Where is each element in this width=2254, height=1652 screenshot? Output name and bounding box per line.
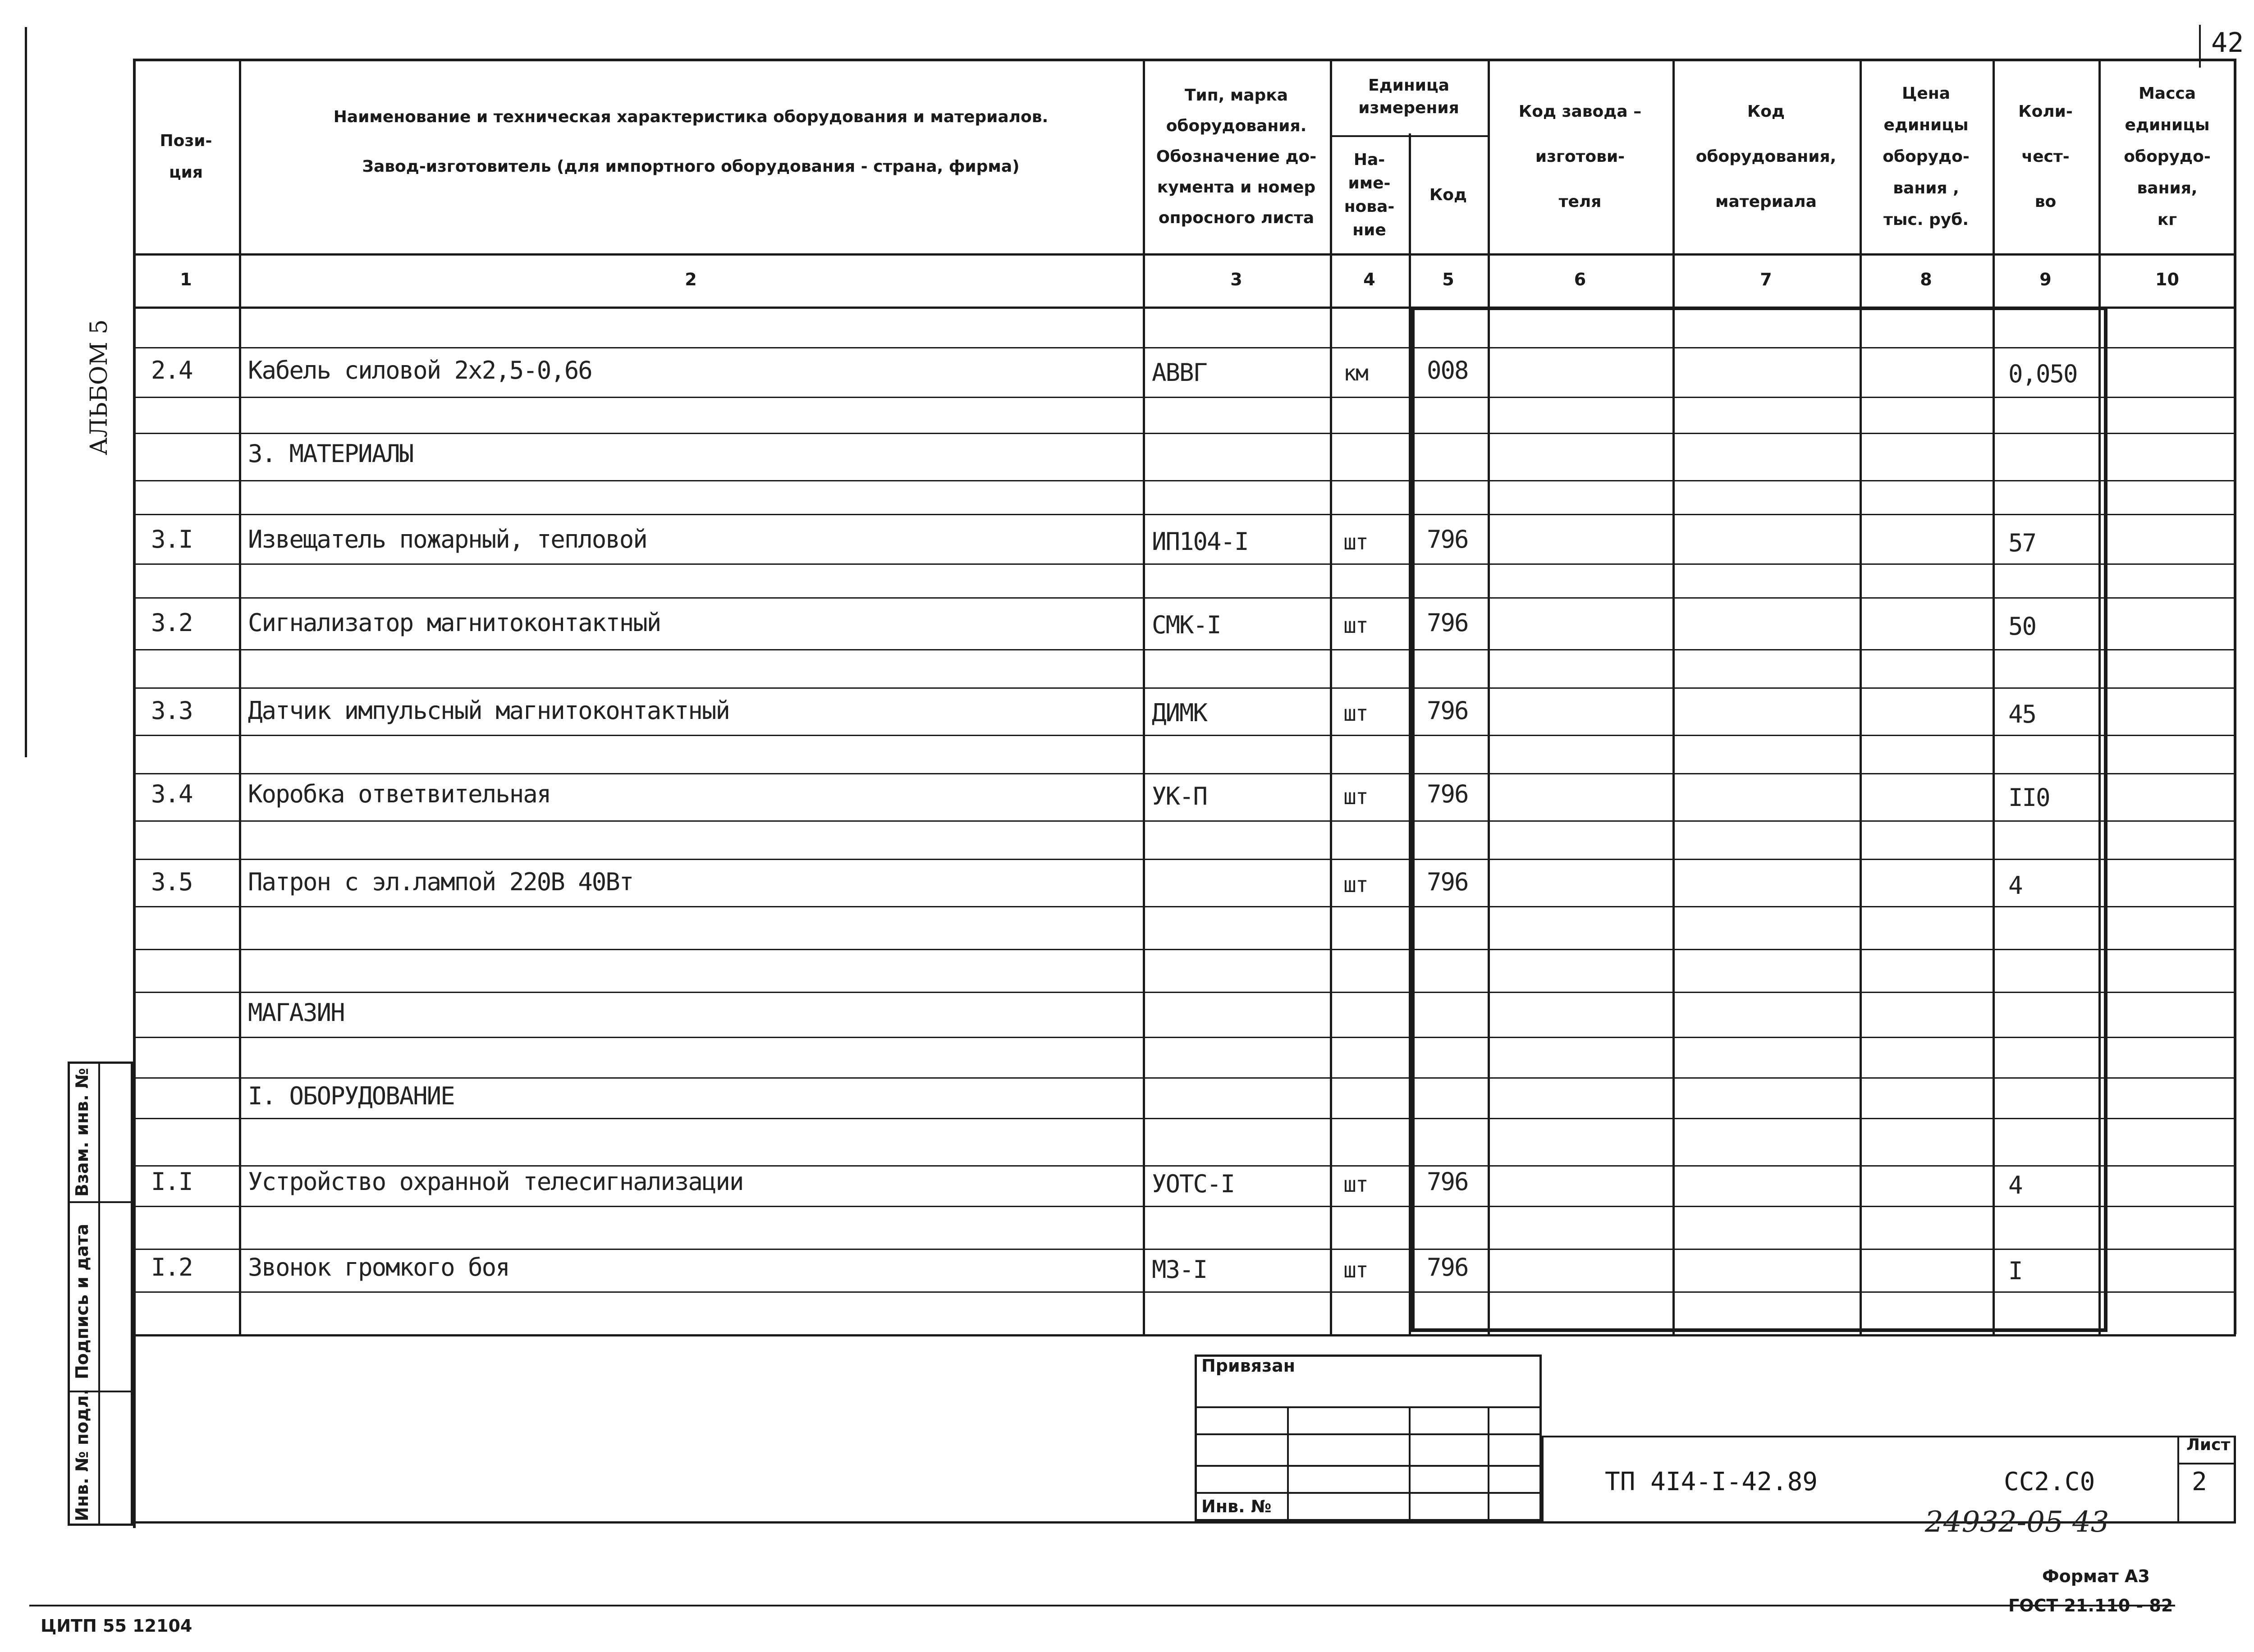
row-type: СМК-I — [1152, 611, 1221, 639]
header-quantity-line: чест- — [2021, 147, 2070, 166]
header-maker-code-line: изготови- — [1535, 147, 1625, 166]
row-unit: шт — [1343, 530, 1368, 555]
header-type-line: оборудования. — [1166, 116, 1307, 135]
row-position: 3.2 — [151, 609, 192, 637]
handwritten-number: 24932-05 43 — [1925, 1506, 2109, 1539]
row-type: ИП104-I — [1152, 527, 1248, 556]
row-name: МАГАЗИН — [248, 998, 344, 1027]
header-unit-group-line: Единица — [1368, 76, 1449, 95]
printer-code: ЦИТП 55 12104 — [41, 1616, 192, 1636]
side-stamp-inv-podl: Инв. № подл. — [72, 1388, 92, 1521]
row-unit: шт — [1343, 701, 1368, 726]
header-mass-line: единицы — [2125, 115, 2210, 134]
column-number: 3 — [1230, 270, 1242, 289]
header-position-line: ция — [169, 163, 203, 182]
row-quantity: II0 — [2008, 783, 2050, 812]
row-code: 796 — [1427, 780, 1468, 808]
header-type-line: опросного листа — [1158, 208, 1315, 227]
row-quantity: 0,050 — [2008, 360, 2077, 388]
row-position: 3.3 — [151, 696, 192, 725]
row-quantity: 50 — [2008, 612, 2036, 641]
row-position: 3.5 — [151, 868, 192, 896]
row-code: 796 — [1427, 1167, 1468, 1196]
column-number: 5 — [1442, 270, 1454, 289]
row-name: 3. МАТЕРИАЛЫ — [248, 439, 413, 468]
column-number: 4 — [1363, 270, 1375, 289]
list-label: Лист — [2186, 1436, 2231, 1454]
row-name: Извещатель пожарный, тепловой — [248, 525, 647, 554]
row-quantity: 4 — [2008, 1171, 2022, 1199]
header-price-line: единицы — [1883, 115, 1969, 134]
header-unit-name-line: име- — [1348, 174, 1391, 192]
doc-code: ТП 4I4-I-42.89 — [1605, 1467, 1818, 1496]
row-unit: км — [1343, 361, 1368, 386]
column-number: 10 — [2155, 270, 2179, 289]
row-position: 3.I — [151, 525, 192, 554]
privyazan-label: Привязан — [1201, 1356, 1296, 1376]
album-label: АЛЬБОМ 5 — [86, 319, 113, 455]
row-position: I.2 — [151, 1253, 192, 1281]
row-name: Коробка ответвительная — [248, 780, 551, 808]
unit-group-line — [1330, 135, 1488, 137]
column-number: 2 — [685, 270, 697, 289]
header-unit-name-line: ние — [1352, 220, 1386, 239]
row-code: 796 — [1427, 609, 1468, 637]
column-number: 1 — [180, 270, 192, 289]
row-quantity: 57 — [2008, 529, 2036, 557]
header-equipment-code-line: материала — [1715, 192, 1817, 211]
side-stamp-podpis-data: Подпись и дата — [72, 1223, 92, 1379]
row-unit: шт — [1343, 784, 1368, 810]
header-mass-line: кг — [2157, 210, 2177, 229]
row-quantity: I — [2008, 1257, 2022, 1285]
header-type-line: Обозначение до- — [1156, 147, 1317, 166]
row-code: 796 — [1427, 1253, 1468, 1281]
page-number: 42 — [2211, 27, 2244, 59]
column-number: 6 — [1574, 270, 1586, 289]
header-price-line: вания , — [1893, 178, 1959, 197]
row-code: 796 — [1427, 696, 1468, 725]
row-name: Сигнализатор магнитоконтактный — [248, 609, 661, 637]
row-type: УК-П — [1152, 782, 1207, 810]
row-code: 796 — [1427, 525, 1468, 554]
header-unit-name-line: На- — [1353, 150, 1385, 169]
header-name-line: Наименование и техническая характеристика оборудования и материалов. — [333, 108, 1049, 126]
row-position: 2.4 — [151, 356, 192, 384]
row-position: I.I — [151, 1167, 192, 1196]
header-type-line: кумента и номер — [1157, 178, 1316, 197]
row-type: УОТС-I — [1152, 1170, 1235, 1198]
list-number: 2 — [2192, 1467, 2207, 1496]
left-margin-line — [25, 27, 27, 757]
row-name: I. ОБОРУДОВАНИЕ — [248, 1082, 454, 1110]
header-equipment-code-line: Код — [1747, 102, 1785, 121]
row-unit: шт — [1343, 1258, 1368, 1283]
header-maker-code-line: Код завода – — [1518, 102, 1642, 121]
row-quantity: 45 — [2008, 700, 2036, 728]
sheet-code: СС2.С0 — [2004, 1467, 2095, 1496]
row-unit: шт — [1343, 613, 1368, 638]
gost-label: ГОСТ 21.110 - 82 — [2008, 1596, 2173, 1615]
row-name: Звонок громкого боя — [248, 1253, 509, 1281]
header-price-line: оборудо- — [1883, 147, 1970, 166]
header-name-line: Завод-изготовитель (для импортного оборудования - страна, фирма) — [362, 157, 1020, 176]
header-quantity-line: во — [2034, 192, 2057, 211]
format-label: Формат А3 — [2042, 1566, 2150, 1586]
column-number: 7 — [1760, 270, 1772, 289]
header-position-line: Пози- — [160, 131, 212, 150]
column-number: 8 — [1920, 270, 1932, 289]
row-code: 008 — [1427, 356, 1468, 384]
header-mass-line: Масса — [2138, 84, 2196, 103]
row-name: Патрон с эл.лампой 220В 40Вт — [248, 868, 633, 896]
side-stamp-vzam-inv: Взам. инв. № — [72, 1068, 92, 1197]
header-unit-name-line: нова- — [1344, 197, 1395, 216]
header-quantity-line: Коли- — [2018, 102, 2073, 121]
row-name: Устройство охранной телесигнализации — [248, 1167, 743, 1196]
bottom-line — [29, 1605, 2175, 1606]
row-name: Кабель силовой 2х2,5-0,66 — [248, 356, 592, 384]
header-price-line: тыс. руб. — [1883, 210, 1969, 229]
row-position: 3.4 — [151, 780, 192, 808]
header-maker-code-line: теля — [1558, 192, 1602, 211]
row-code: 796 — [1427, 868, 1468, 896]
inv-no-label: Инв. № — [1201, 1496, 1272, 1516]
row-type: АВВГ — [1152, 358, 1207, 387]
column-number: 9 — [2039, 270, 2052, 289]
header-equipment-code-line: оборудования, — [1695, 147, 1837, 166]
row-quantity: 4 — [2008, 871, 2022, 900]
row-name: Датчик импульсный магнитоконтактный — [248, 696, 729, 725]
header-type-line: Тип, марка — [1184, 86, 1288, 105]
header-unit-code-line: Код — [1429, 185, 1467, 204]
header-unit-group-line: измерения — [1358, 99, 1459, 117]
row-type: МЗ-I — [1152, 1255, 1207, 1284]
row-type: ДИМК — [1152, 699, 1207, 727]
header-price-line: Цена — [1902, 84, 1950, 103]
bold-values-box — [1411, 307, 2107, 1332]
header-mass-line: вания, — [2137, 178, 2198, 197]
row-unit: шт — [1343, 1172, 1368, 1197]
row-unit: шт — [1343, 872, 1368, 897]
header-mass-line: оборудо- — [2124, 147, 2211, 166]
